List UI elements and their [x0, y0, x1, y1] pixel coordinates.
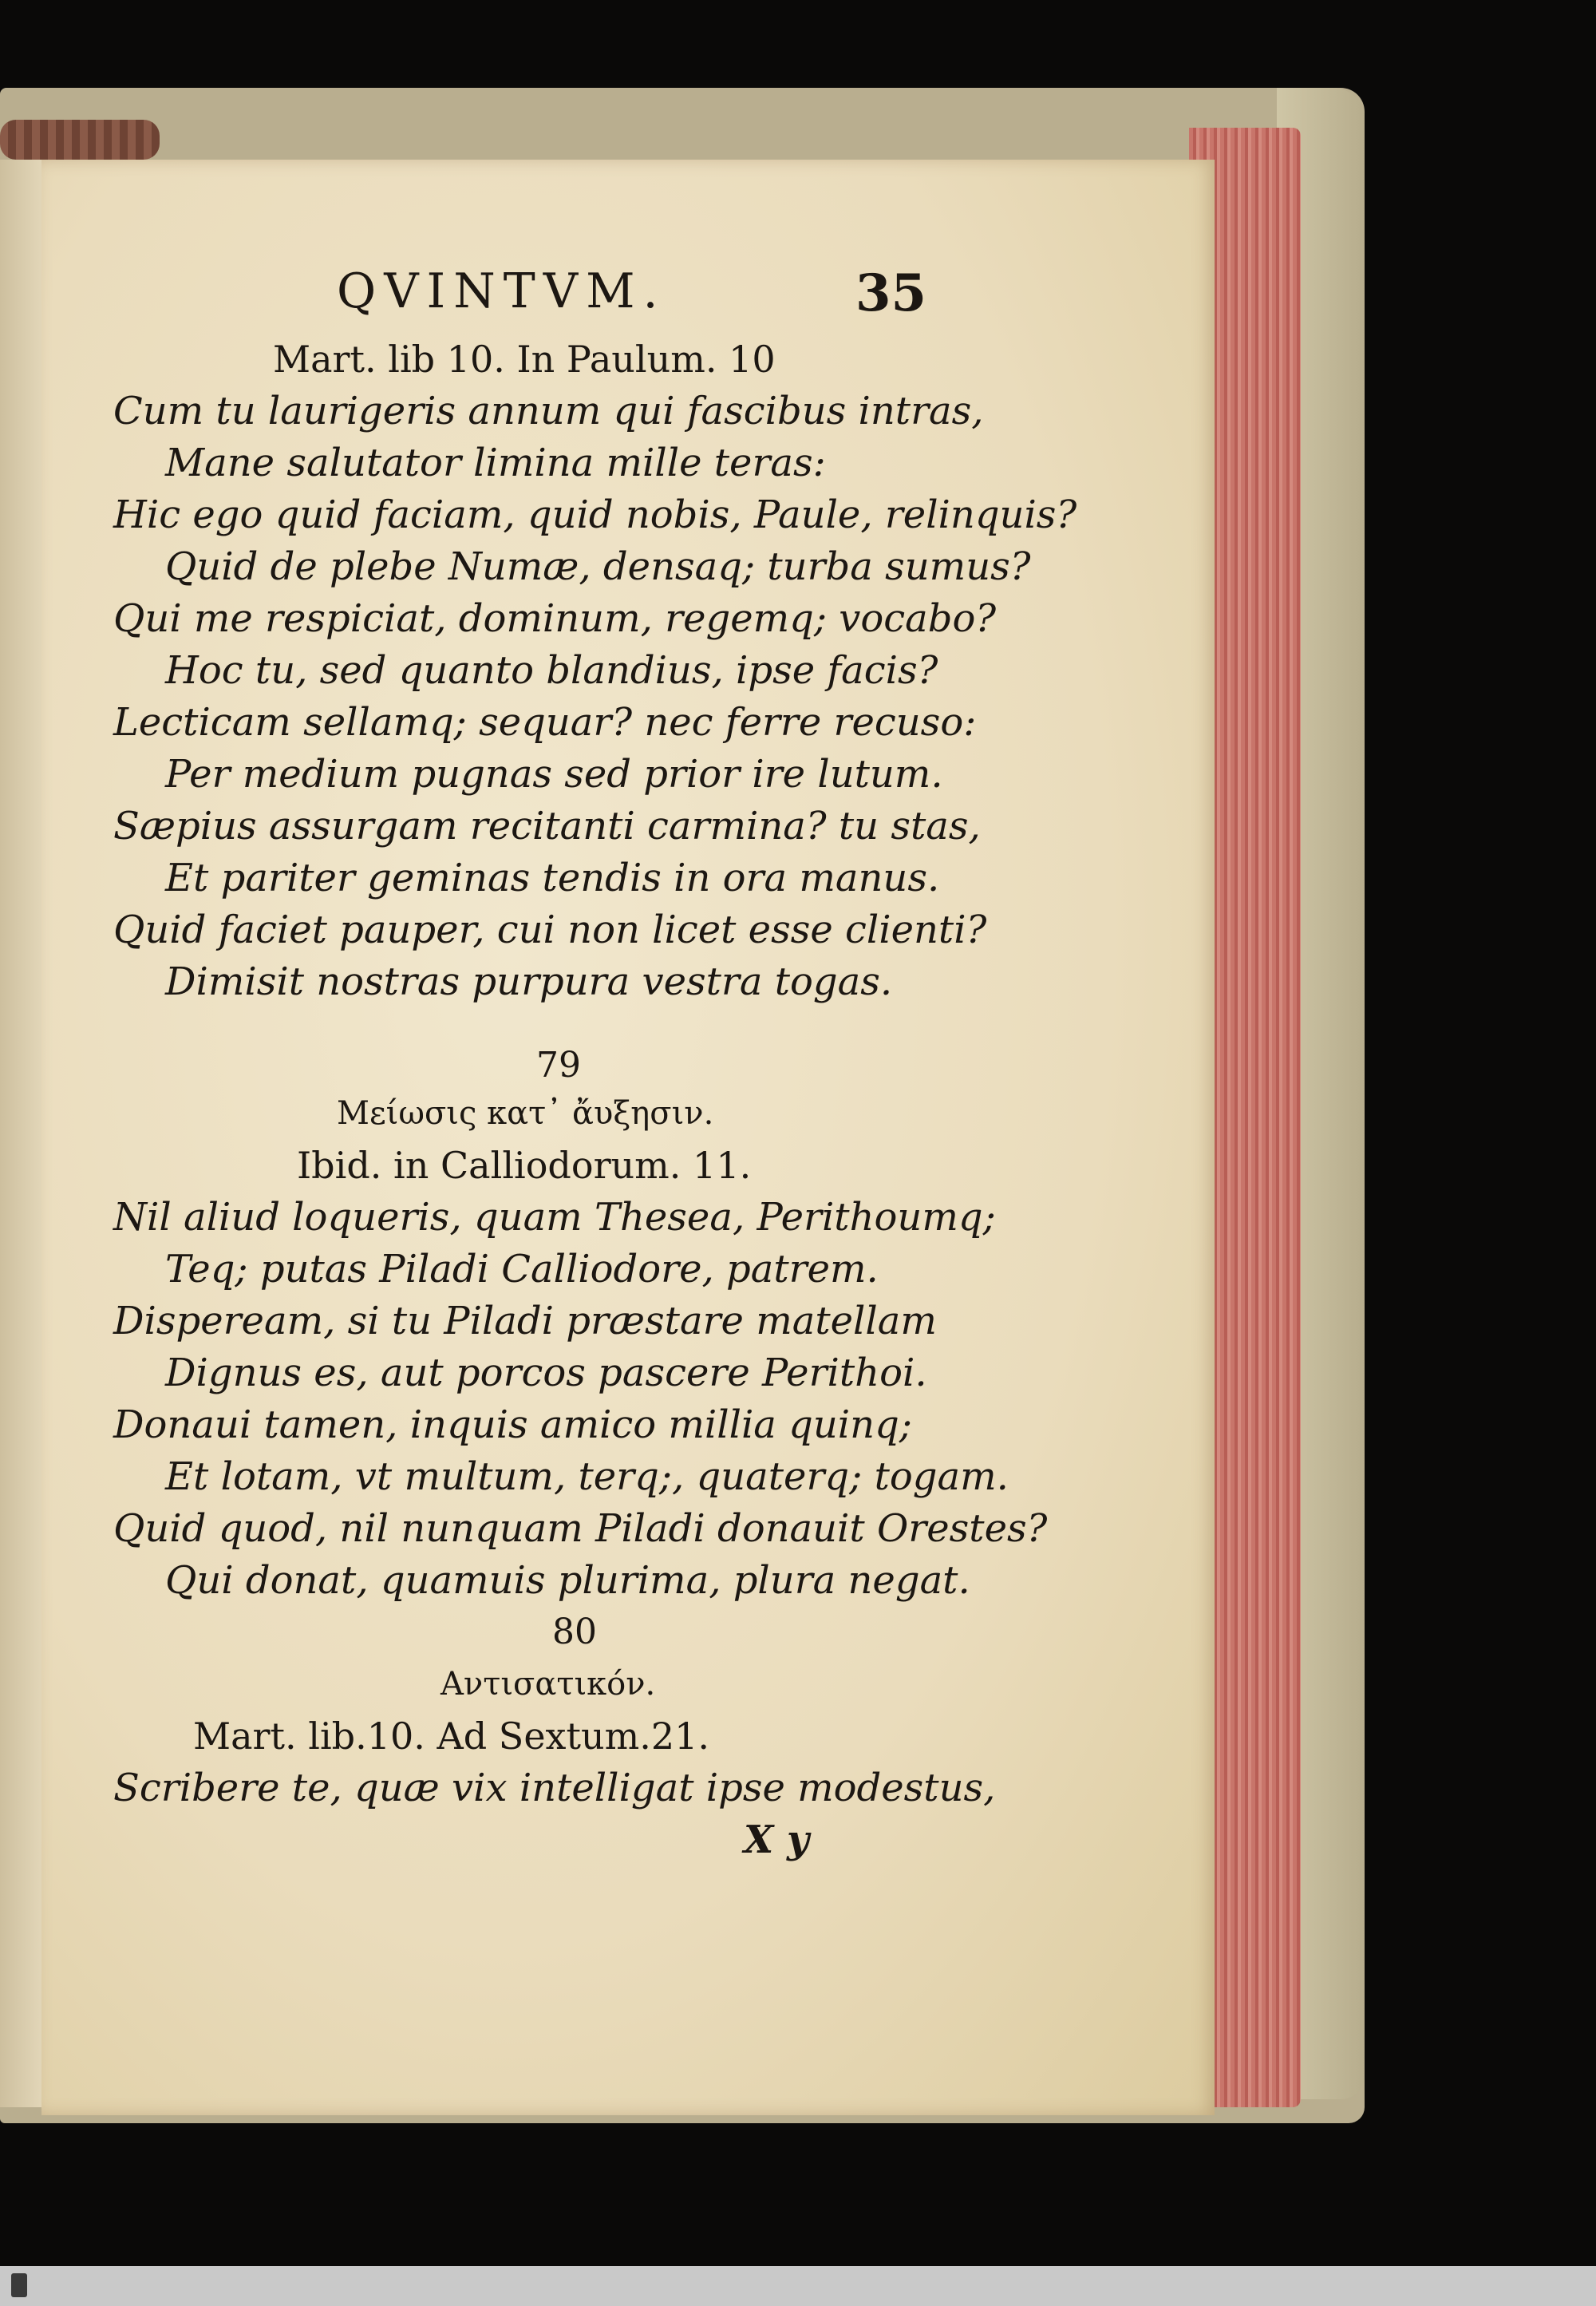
epigram-title-10: Mart. lib 10. In Paulum. 10	[273, 338, 776, 381]
binding-thread	[0, 120, 160, 160]
left-page-strip	[0, 160, 41, 2107]
verse-line: Et pariter geminas tendis in ora manus.	[165, 856, 940, 900]
verse-line: Scribere te, quæ vix intelligat ipse modestus,	[113, 1766, 996, 1810]
epigram-number-80: 80	[552, 1612, 597, 1652]
verse-line: Qui me respiciat, dominum, regemq; vocabo?	[113, 596, 997, 641]
greek-subtitle: Μείωσις κατ᾽ ἄυξησιν.	[337, 1095, 714, 1132]
running-header: QVINTVM.	[337, 263, 666, 319]
verse-line: Donaui tamen, inquis amico millia quinq;	[113, 1402, 912, 1447]
greek-subtitle: Αντισατικόν.	[440, 1666, 656, 1703]
verse-line: Sæpius assurgam recitanti carmina? tu stas,	[113, 804, 981, 848]
epigram-title-21: Mart. lib.10. Ad Sextum.21.	[193, 1715, 709, 1758]
viewer-footer-bar	[0, 2266, 1596, 2306]
verse-line: Quid faciet pauper, cui non licet esse clienti?	[113, 908, 987, 952]
verse-line: Dignus es, aut porcos pascere Perithoi.	[165, 1351, 927, 1395]
epigram-title-11: Ibid. in Calliodorum. 11.	[297, 1144, 752, 1187]
book-page	[41, 160, 1215, 2115]
verse-line: Quid de plebe Numæ, densaq; turba sumus?	[165, 544, 1031, 589]
verse-line: Cum tu laurigeris annum qui fascibus intras,	[113, 389, 984, 433]
signature-mark: X y	[744, 1818, 809, 1862]
verse-line: Hic ego quid faciam, quid nobis, Paule, relinquis?	[113, 492, 1077, 537]
verse-line: Per medium pugnas sed prior ire lutum.	[165, 752, 943, 797]
verse-line: Hoc tu, sed quanto blandius, ipse facis?	[165, 648, 938, 693]
page-number: 35	[855, 263, 927, 323]
verse-line: Nil aliud loqueris, quam Thesea, Perithoumq;	[113, 1195, 996, 1240]
verse-line: Quid quod, nil nunquam Piladi donauit Orestes?	[113, 1506, 1048, 1551]
verse-line: Teq; putas Piladi Calliodore, patrem.	[165, 1247, 879, 1291]
library-logo-icon	[11, 2273, 27, 2297]
verse-line: Mane salutator limina mille teras:	[165, 441, 826, 485]
epigram-number-79: 79	[536, 1045, 581, 1086]
verse-line: Dispeream, si tu Piladi præstare matellam	[113, 1299, 937, 1343]
verse-line: Lecticam sellamq; sequar? nec ferre recuso:	[113, 700, 977, 745]
verse-line: Dimisit nostras purpura vestra togas.	[165, 959, 893, 1004]
verse-line: Qui donat, quamuis plurima, plura negat.	[165, 1558, 970, 1603]
verse-line: Et lotam, vt multum, terq;, quaterq; togam.	[165, 1454, 1009, 1499]
